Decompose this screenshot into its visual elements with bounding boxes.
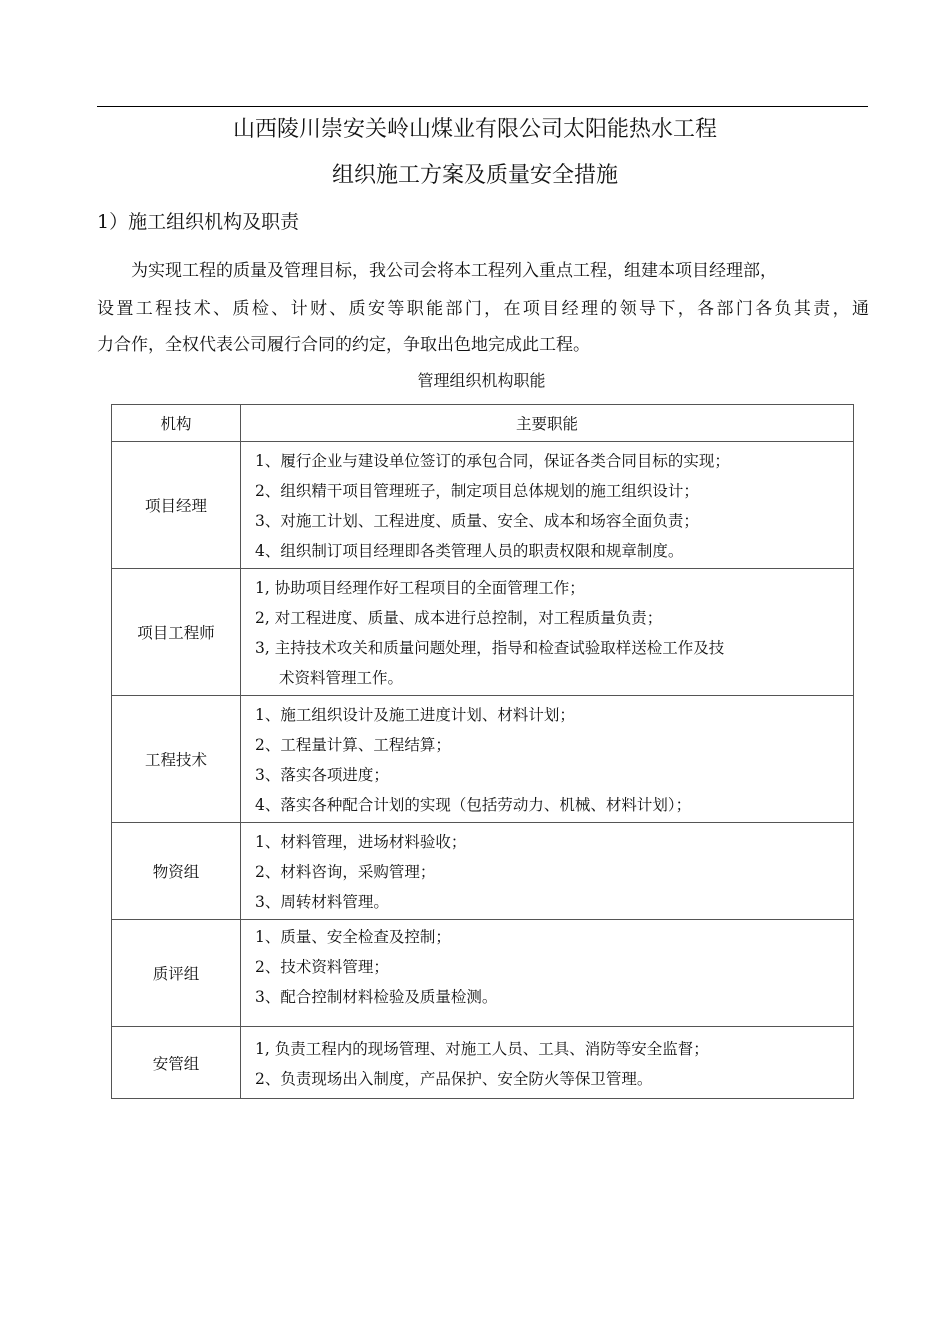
duty-line: 1、履行企业与建设单位签订的承包合同，保证各类合同目标的实现；: [255, 452, 730, 470]
org-cell: 质评组: [112, 920, 241, 1027]
section-heading: 1）施工组织机构及职责: [97, 211, 300, 233]
duty-line: 2、工程量计算、工程结算；: [255, 736, 451, 754]
duty-line: 术资料管理工作。: [279, 669, 404, 687]
duties-cell: [241, 1027, 854, 1099]
duty-line: 3, 主持技术攻关和质量问题处理，指导和检查试验取样送检工作及技: [255, 639, 725, 657]
duty-line: 3、配合控制材料检验及质量检测。: [255, 988, 498, 1006]
table-row: [112, 696, 854, 823]
header-duties: 主要职能: [241, 405, 854, 442]
duties-cell: [241, 442, 854, 569]
table-row: [112, 569, 854, 696]
duty-line: 3、对施工计划、工程进度、质量、安全、成本和场容全面负责；: [255, 512, 699, 530]
table-row: [112, 1027, 854, 1099]
paragraph-line-1: 为实现工程的质量及管理目标，我公司会将本工程列入重点工程，组建本项目经理部，: [131, 261, 777, 281]
duties-cell: [241, 569, 854, 696]
duty-line: 3、周转材料管理。: [255, 893, 389, 911]
duties-cell: [241, 920, 854, 1027]
duty-line: 1、质量、安全检查及控制；: [255, 928, 451, 946]
duties-cell: [241, 823, 854, 920]
org-cell: 工程技术: [112, 696, 241, 823]
duty-line: 1、施工组织设计及施工进度计划、材料计划；: [255, 706, 575, 724]
org-cell: 安管组: [112, 1027, 241, 1099]
duty-line: 2、组织精干项目管理班子，制定项目总体规划的施工组织设计；: [255, 482, 699, 500]
org-cell: 项目经理: [112, 442, 241, 569]
duties-table: [111, 404, 854, 1099]
org-cell: 物资组: [112, 823, 241, 920]
duty-line: 2、负责现场出入制度，产品保护、安全防火等保卫管理。: [255, 1069, 653, 1088]
duty-line: 1, 负责工程内的现场管理、对施工人员、工具、消防等安全监督；: [255, 1039, 709, 1058]
org-cell: 项目工程师: [112, 569, 241, 696]
table-row: [112, 823, 854, 920]
document-title-line-1: 山西陵川崇安关岭山煤业有限公司太阳能热水工程: [232, 117, 717, 142]
table-caption: 管理组织机构职能: [417, 371, 546, 390]
paragraph-line-3: 力合作，全权代表公司履行合同的约定，争取出色地完成此工程。: [97, 335, 590, 355]
table-row: [112, 920, 854, 1027]
duty-line: 2, 对工程进度、质量、成本进行总控制，对工程质量负责；: [255, 609, 663, 627]
header-rule: [97, 106, 868, 107]
paragraph-line-2: 设置工程技术、质检、计财、质安等职能部门，在项目经理的领导下，各部门各负其责，通: [97, 299, 869, 319]
duty-line: 2、材料咨询，采购管理；: [255, 863, 436, 881]
duty-line: 1, 协助项目经理作好工程项目的全面管理工作；: [255, 579, 585, 597]
duty-line: 4、组织制订项目经理即各类管理人员的职责权限和规章制度。: [255, 542, 684, 560]
duty-line: 1、材料管理，进场材料验收；: [255, 833, 467, 851]
table-row: [112, 442, 854, 569]
header-org: 机构: [112, 405, 241, 442]
duty-line: 3、落实各项进度；: [255, 766, 389, 784]
duty-line: 4、落实各种配合计划的实现（包括劳动力、机械、材料计划）；: [255, 796, 692, 814]
table-header-row: [112, 405, 854, 442]
document-title-line-2: 组织施工方案及质量安全措施: [331, 163, 618, 188]
duties-cell: [241, 696, 854, 823]
duty-line: 2、技术资料管理；: [255, 958, 389, 976]
